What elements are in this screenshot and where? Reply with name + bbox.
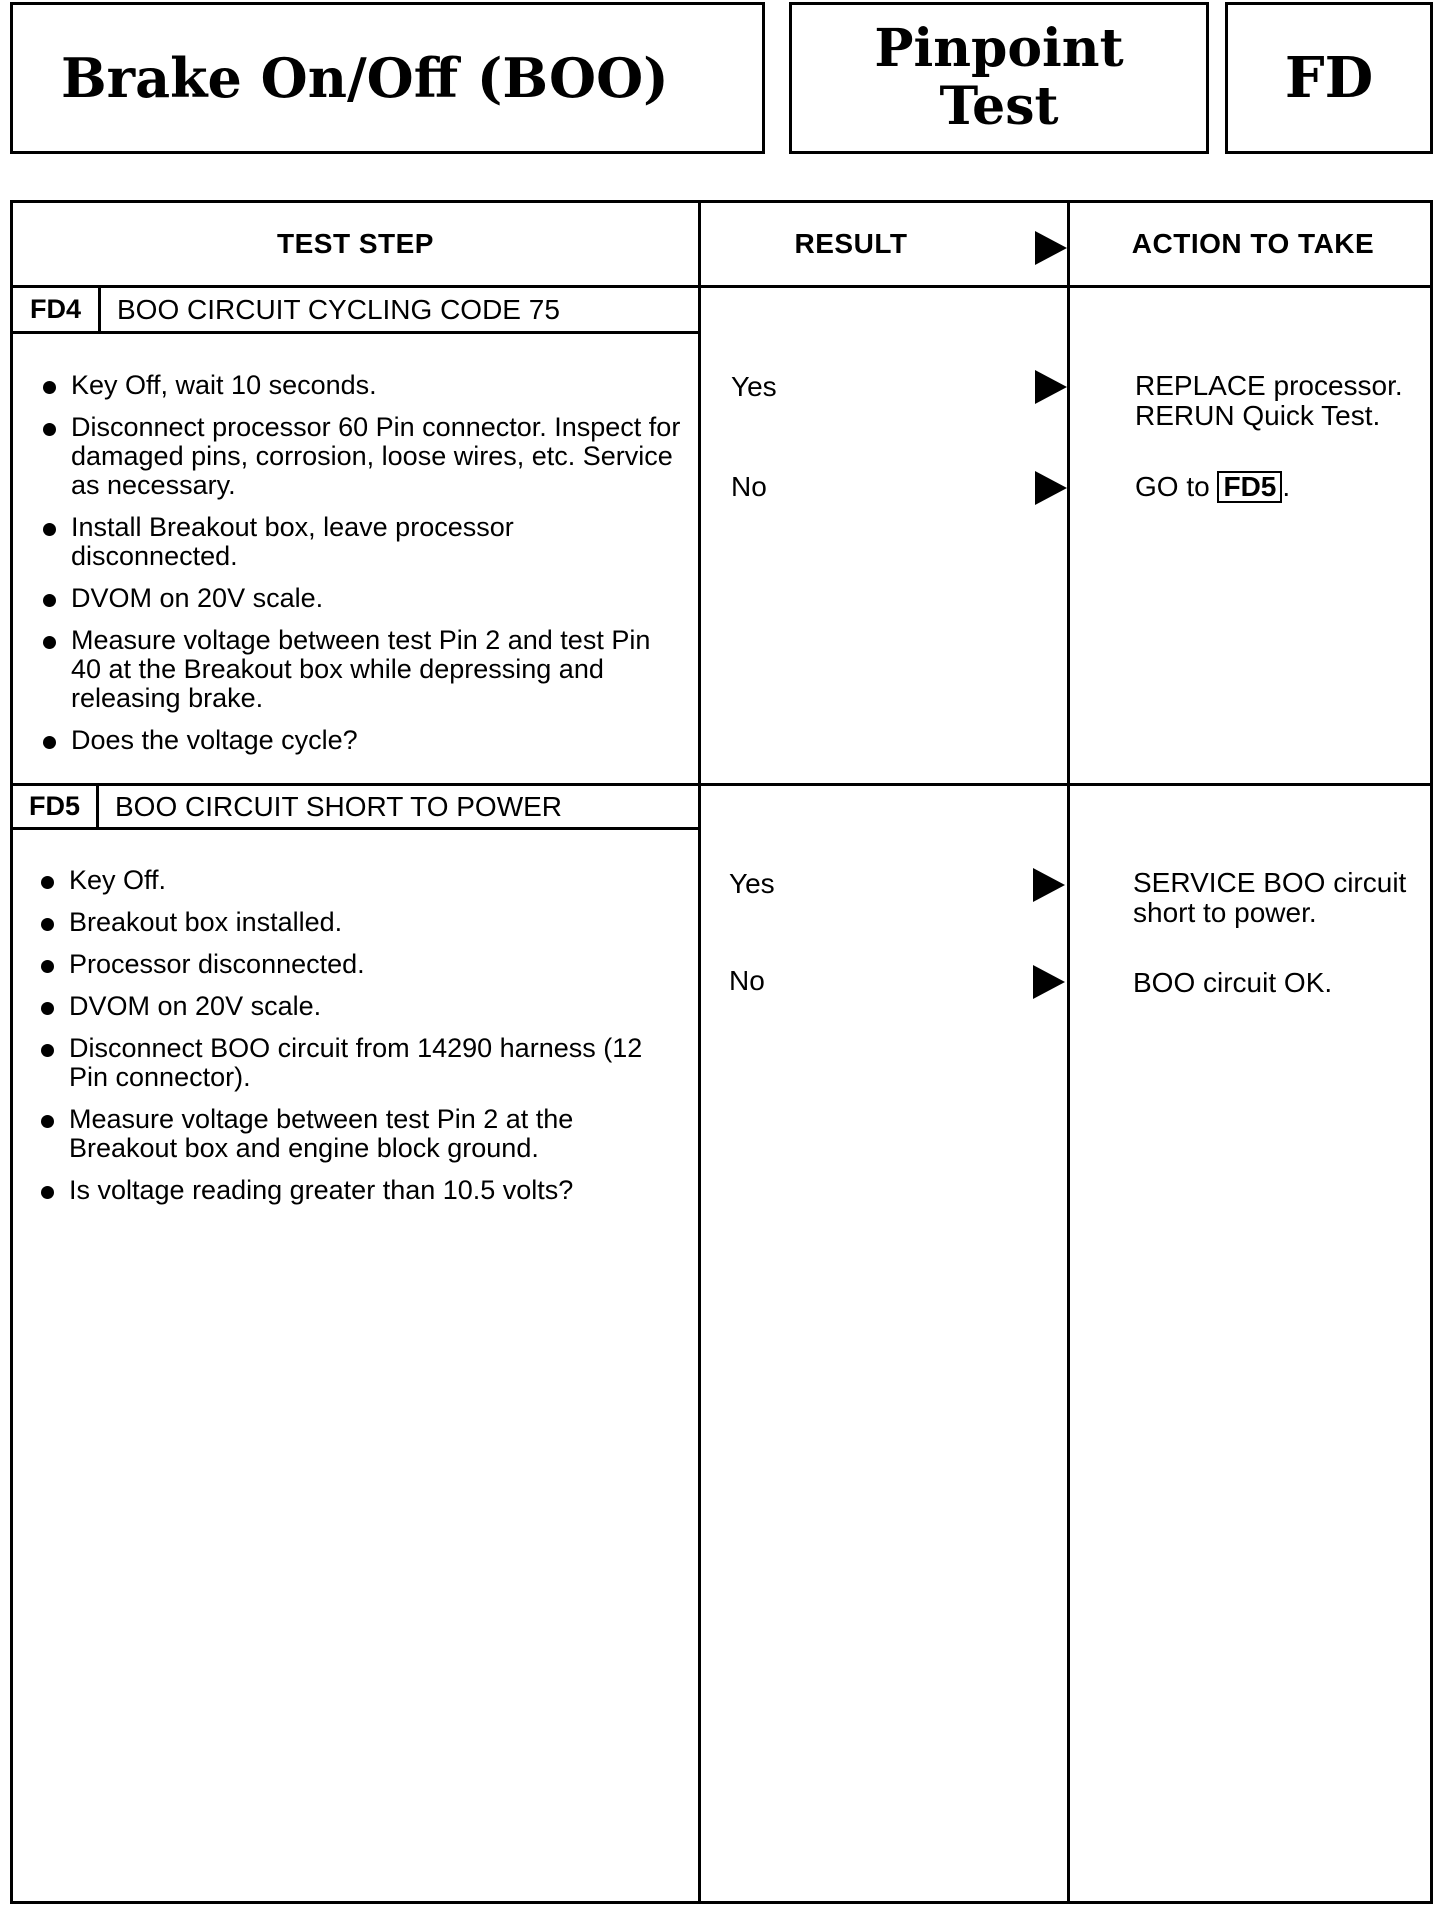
fd4-result-yes: Yes [731, 371, 777, 402]
list-item: Processor disconnected. [39, 950, 679, 979]
list-item: Disconnect BOO circuit from 14290 harness (12 Pin connector). [39, 1034, 679, 1092]
fd5-reference-link[interactable]: FD5 [1217, 471, 1282, 503]
column-divider-1 [698, 203, 701, 1901]
fd5-result-yes: Yes [729, 868, 775, 899]
page-title [10, 2, 765, 154]
list-item: DVOM on 20V scale. [41, 584, 681, 613]
fd4-title-divider [13, 331, 698, 334]
pinpoint-test-label [789, 2, 1209, 154]
fd4-action-yes-line2: RERUN Quick Test. [1135, 400, 1381, 431]
fd4-action-yes-line1: REPLACE processor. [1135, 370, 1403, 401]
list-item: Disconnect processor 60 Pin connector. Inspect for damaged pins, corrosion, loose wires, etc. Service as necessary. [41, 413, 681, 500]
test-code: FD [1284, 45, 1374, 111]
fd5-code-divider [96, 783, 99, 827]
list-item: Measure voltage between test Pin 2 at the Breakout box and engine block ground. [39, 1105, 679, 1163]
column-divider-2 [1067, 203, 1070, 1901]
action-header: ACTION TO TAKE [1131, 228, 1375, 259]
title-text: Brake On/Off (BOO) [61, 46, 669, 110]
pinpoint-line2: Test [939, 76, 1059, 137]
fd5-action-no [1133, 968, 1332, 998]
fd4-yes-arrow-icon [1035, 370, 1067, 404]
fd4-code-divider [98, 285, 101, 331]
list-item: Measure voltage between test Pin 2 and test Pin 40 at the Breakout box while depressing and releasing brake. [41, 626, 681, 713]
list-item: Does the voltage cycle? [41, 726, 681, 755]
fd5-title-divider [13, 827, 698, 830]
fd5-no-arrow-icon [1033, 965, 1065, 999]
fd4-action-no-suffix: . [1282, 471, 1291, 502]
fd4-action-yes [1135, 371, 1425, 431]
list-item: Install Breakout box, leave processor disconnected. [41, 513, 681, 571]
fd5-instructions [39, 866, 679, 1218]
fd5-action-yes [1133, 868, 1428, 928]
header-arrow-icon [1035, 231, 1067, 265]
result-header: RESULT [794, 228, 908, 259]
list-item: Breakout box installed. [39, 908, 679, 937]
step-title-fd4: BOO CIRCUIT CYCLING CODE 75 [117, 293, 560, 325]
list-item: Key Off. [39, 866, 679, 895]
fd4-action-no-prefix: GO to [1135, 471, 1210, 502]
list-item: Key Off, wait 10 seconds. [41, 371, 681, 400]
test-step-header: TEST STEP [277, 228, 434, 259]
pinpoint-table [10, 200, 1433, 1904]
fd4-no-arrow-icon [1035, 471, 1067, 505]
fd4-action-no [1135, 471, 1290, 503]
list-item: DVOM on 20V scale. [39, 992, 679, 1021]
step-code-fd5: FD5 [28, 791, 80, 821]
list-item: Is voltage reading greater than 10.5 volts? [39, 1176, 679, 1205]
fd5-action-yes-line1: SERVICE BOO circuit [1133, 867, 1407, 898]
fd4-instructions [41, 371, 681, 768]
fd4-result-no: No [731, 471, 767, 502]
step-title-fd5: BOO CIRCUIT SHORT TO POWER [115, 790, 563, 822]
step-code-fd4: FD4 [29, 294, 81, 324]
fd5-result-no: No [729, 965, 765, 996]
fd5-action-yes-line2: short to power. [1133, 897, 1317, 928]
fd5-action-no-line1: BOO circuit OK. [1133, 967, 1333, 998]
pinpoint-line1: Pinpoint [874, 18, 1124, 79]
test-code-box [1225, 2, 1433, 154]
fd5-yes-arrow-icon [1033, 868, 1065, 902]
